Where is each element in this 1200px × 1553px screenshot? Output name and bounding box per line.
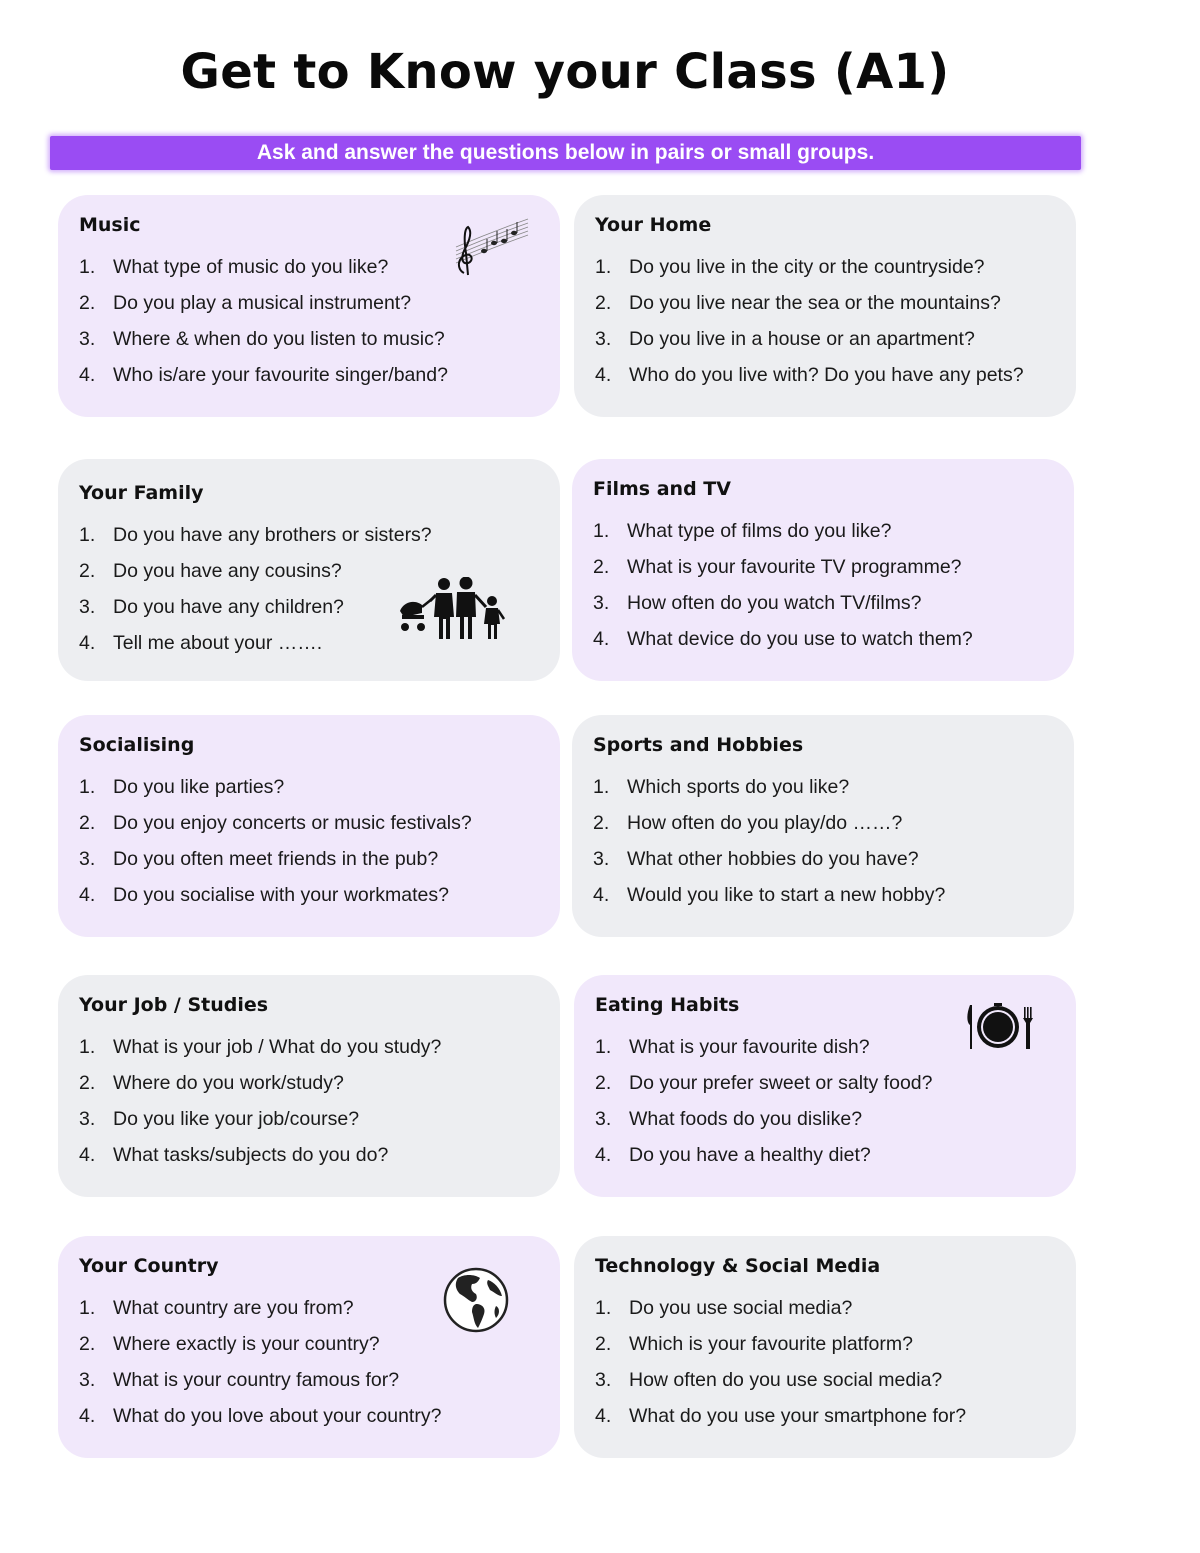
question-item: 2. Do you play a musical instrument? [79, 292, 412, 314]
card-your-country [58, 1236, 560, 1458]
question-item: 4. What do you use your smartphone for? [595, 1405, 967, 1427]
question-item: 4. Would you like to start a new hobby? [593, 884, 946, 906]
card-title: Technology & Social Media [595, 1255, 881, 1277]
question-item: 3. Do you live in a house or an apartment? [595, 328, 975, 350]
question-list [79, 769, 540, 913]
music-notes-icon [450, 217, 532, 279]
question-list [593, 769, 1054, 913]
question-item: 2. Do your prefer sweet or salty food? [595, 1072, 933, 1094]
question-item: 2. How often do you play/do ……? [593, 812, 903, 834]
question-item: 4. Do you socialise with your workmates? [79, 884, 449, 906]
question-item: 3. Where & when do you listen to music? [79, 328, 445, 350]
card-title: Music [79, 214, 141, 236]
question-item: 1. What type of music do you like? [79, 256, 389, 278]
question-item: 1. Do you live in the city or the countryside? [595, 256, 985, 278]
question-item: 2. Do you have any cousins? [79, 560, 342, 582]
question-item: 2. Do you live near the sea or the mountains? [595, 292, 1001, 314]
question-item: 1. Do you like parties? [79, 776, 285, 798]
question-item: 3. How often do you use social media? [595, 1369, 943, 1391]
question-item: 1. What country are you from? [79, 1297, 354, 1319]
card-music [58, 195, 560, 417]
card-eating-habits [574, 975, 1076, 1197]
card-your-job-studies [58, 975, 560, 1197]
plate-cutlery-icon [964, 1001, 1036, 1053]
question-item: 4. What tasks/subjects do you do? [79, 1144, 389, 1166]
question-list [79, 1029, 540, 1173]
question-item: 1. What type of films do you like? [593, 520, 892, 542]
question-item: 2. Do you enjoy concerts or music festivals? [79, 812, 472, 834]
question-item: 1. What is your favourite dish? [595, 1036, 870, 1058]
question-list [593, 513, 1054, 657]
question-item: 3. What other hobbies do you have? [593, 848, 919, 870]
card-title: Socialising [79, 734, 195, 756]
question-item: 2. Where do you work/study? [79, 1072, 344, 1094]
question-item: 4. What device do you use to watch them? [593, 628, 973, 650]
question-item: 4. Do you have a healthy diet? [595, 1144, 871, 1166]
card-films-and-tv [572, 459, 1074, 681]
question-item: 2. Where exactly is your country? [79, 1333, 380, 1355]
instruction-banner: Ask and answer the questions below in pairs or small groups. [50, 136, 1081, 170]
question-item: 1. Which sports do you like? [593, 776, 850, 798]
question-item: 3. Do you often meet friends in the pub? [79, 848, 439, 870]
card-title: Your Home [595, 214, 712, 236]
card-title: Films and TV [593, 478, 731, 500]
question-item: 3. What foods do you dislike? [595, 1108, 863, 1130]
question-item: 4. What do you love about your country? [79, 1405, 442, 1427]
card-title: Your Family [79, 482, 204, 504]
question-item: 1. What is your job / What do you study? [79, 1036, 442, 1058]
card-your-family [58, 459, 560, 681]
card-title: Sports and Hobbies [593, 734, 804, 756]
page-title: Get to Know your Class (A1) [180, 44, 950, 100]
question-item: 1. Do you use social media? [595, 1297, 853, 1319]
card-title: Your Job / Studies [79, 994, 269, 1016]
family-icon [396, 577, 512, 641]
question-item: 4. Who is/are your favourite singer/band? [79, 364, 448, 386]
card-socialising [58, 715, 560, 937]
question-item: 4. Who do you live with? Do you have any pets? [595, 364, 1024, 386]
card-technology-social-media [574, 1236, 1076, 1458]
question-item: 3. What is your country famous for? [79, 1369, 400, 1391]
card-sports-and-hobbies [572, 715, 1074, 937]
question-item: 2. Which is your favourite platform? [595, 1333, 913, 1355]
card-title: Eating Habits [595, 994, 740, 1016]
globe-icon [442, 1266, 510, 1334]
card-title: Your Country [79, 1255, 219, 1277]
question-item: 1. Do you have any brothers or sisters? [79, 524, 432, 546]
question-item: 3. How often do you watch TV/films? [593, 592, 922, 614]
card-your-home [574, 195, 1076, 417]
question-list [595, 249, 1056, 393]
question-item: 4. Tell me about your ……. [79, 632, 323, 654]
question-item: 3. Do you have any children? [79, 596, 344, 618]
question-item: 2. What is your favourite TV programme? [593, 556, 962, 578]
question-list [595, 1290, 1056, 1434]
question-item: 3. Do you like your job/course? [79, 1108, 360, 1130]
